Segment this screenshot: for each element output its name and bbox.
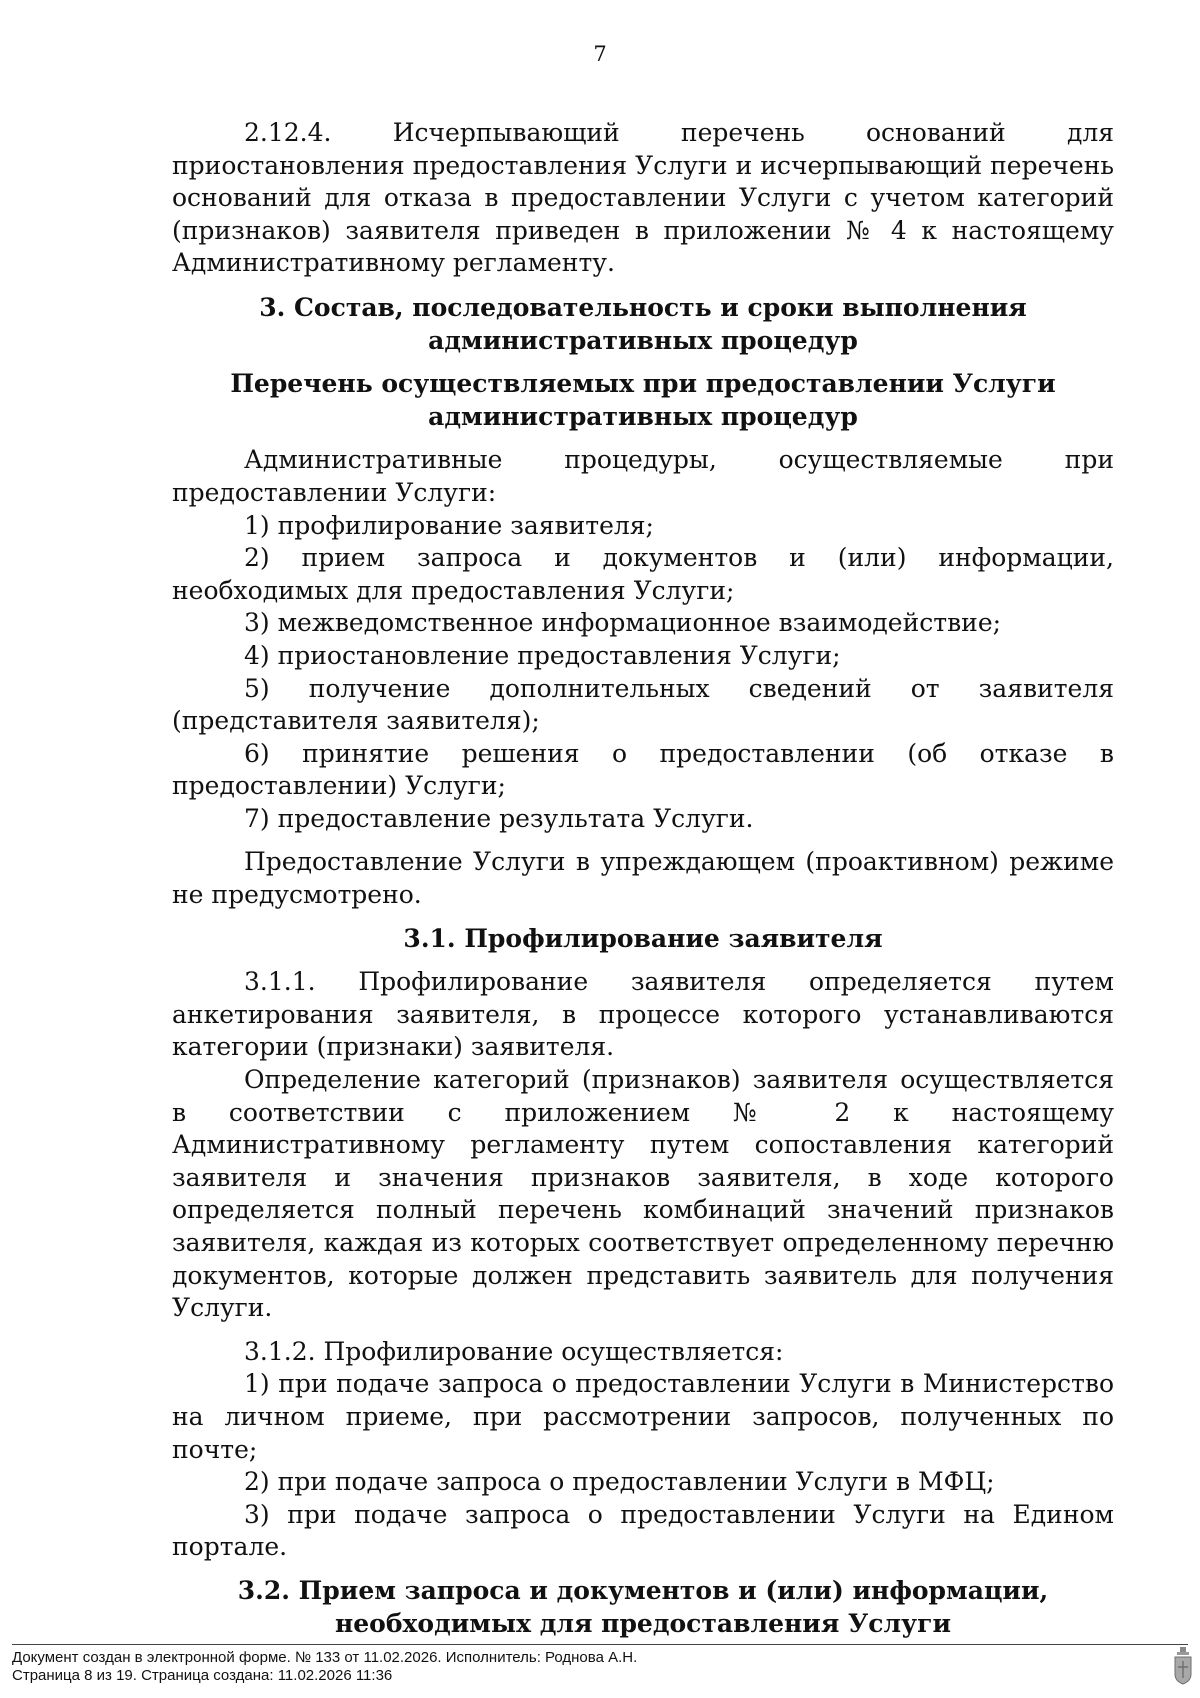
procedure-item: 5) получение дополнительных сведений от заявителя (представителя заявителя); (172, 673, 1114, 736)
categories-paragraph: Определение категорий (признаков) заявителя осуществляется в соответствии с приложением № 2 к настоящему Административному регламенту путем сопоставления категорий заявителя и значения признаков заявителя, в ходе которого определяется полный перечень комбинаций значений признаков заявителя, каждая из которых соответствует определенному перечню документов, которые должен представить заявитель для получения Услуги. (172, 1065, 1114, 1323)
section-3-heading: 3. Состав, последовательность и сроки выполнения административных процедур (259, 292, 1027, 355)
procedure-item: 3) межведомственное информационное взаимодействие; (244, 608, 1002, 638)
document-footer (12, 1644, 1188, 1685)
procedure-item: 1) профилирование заявителя; (244, 510, 654, 540)
document-body (172, 117, 1114, 1640)
procedure-item: 6) принятие решения о предоставлении (об отказе в предоставлении) Услуги; (172, 738, 1114, 801)
footer-document-info: Документ создан в электронной форме. № 133 от 11.02.2026. Исполнитель: Роднова А.Н. (12, 1649, 638, 1666)
paragraph-2-12-4: 2.12.4. Исчерпывающий перечень оснований для приостановления предоставления Услуги и исчерпывающий перечень оснований для отказа в предоставлении Услуги с учетом категорий (признаков) заявителя приведен в приложении № 4 к настоящему Административному регламенту. (172, 118, 1114, 278)
procedures-intro: Административные процедуры, осуществляемые при предоставлении Услуги: (172, 445, 1114, 507)
procedures-list-heading: Перечень осуществляемых при предоставлении Услуги административных процедур (230, 369, 1056, 431)
profiling-item: 3) при подаче запроса о предоставлении Услуги на Едином портале. (172, 1499, 1114, 1562)
page-number: 7 (593, 42, 607, 66)
procedure-item: 7) предоставление результата Услуги. (244, 803, 754, 833)
coat-of-arms-icon (1172, 1646, 1194, 1686)
footer-page-info: Страница 8 из 19. Страница создана: 11.02.2026 11:36 (12, 1667, 393, 1684)
paragraph-3-1-1: 3.1.1. Профилирование заявителя определяется путем анкетирования заявителя, в процессе которого устанавливаются категории (признаки) заявителя. (172, 967, 1114, 1062)
proactive-mode-paragraph: Предоставление Услуги в упреждающем (проактивном) режиме не предусмотрено. (172, 847, 1114, 910)
paragraph-3-1-2: 3.1.2. Профилирование осуществляется: (244, 1336, 784, 1366)
procedure-item: 2) прием запроса и документов и (или) информации, необходимых для предоставления Услуги; (172, 543, 1114, 605)
section-3-2-heading: 3.2. Прием запроса и документов и (или) информации, необходимых для предоставления Услуги (237, 1575, 1049, 1638)
section-3-1-heading: 3.1. Профилирование заявителя (403, 923, 883, 953)
profiling-item: 2) при подаче запроса о предоставлении Услуги в МФЦ; (244, 1467, 995, 1497)
procedure-item: 4) приостановление предоставления Услуги; (244, 640, 841, 670)
profiling-item: 1) при подаче запроса о предоставлении Услуги в Министерство на личном приеме, при рассмотрении запросов, полученных по почте; (172, 1369, 1114, 1464)
